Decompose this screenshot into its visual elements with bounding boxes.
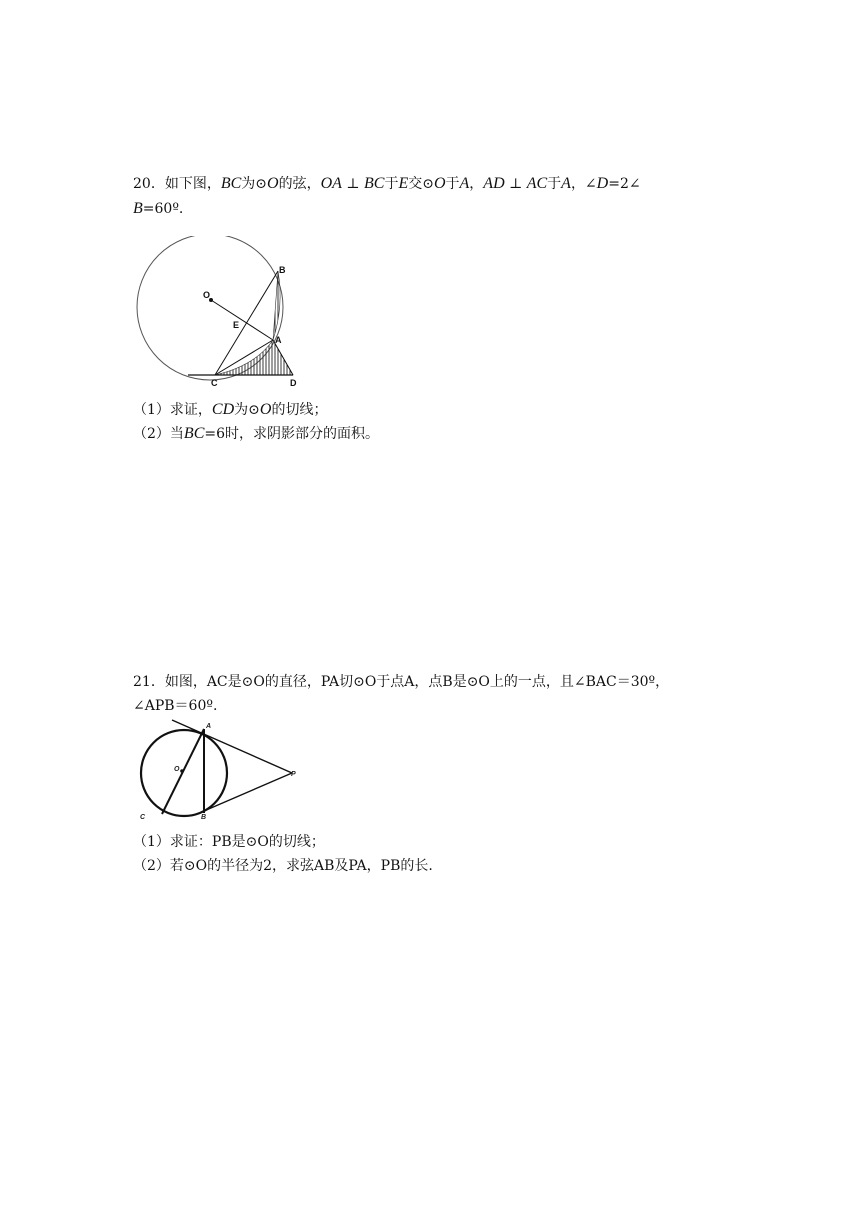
math-var: BC	[363, 175, 385, 192]
label-o: O	[203, 290, 211, 300]
math-var: AC	[526, 175, 548, 192]
text: 的切线；	[271, 402, 328, 418]
text: ，	[469, 176, 484, 192]
text: 于	[445, 176, 460, 192]
circle-tangent-lines-diagram	[134, 718, 304, 820]
problem-21-question-1: （1）求证：PB是⊙O的切线；	[133, 834, 325, 850]
problem-21-question-2: （2）若⊙O的半径为2，求弦AB及PA，PB的长.	[133, 858, 433, 874]
circle-tangent-diagram	[133, 236, 308, 394]
label-c: C	[211, 378, 218, 388]
problem-20-stem-line-1	[133, 174, 641, 194]
label-o: O	[174, 766, 180, 773]
text: （1）求证，	[133, 402, 212, 418]
math-var: O	[267, 175, 279, 192]
text: 为⊙	[234, 402, 260, 418]
label-b: B	[279, 265, 286, 275]
problem-21-figure	[134, 718, 304, 824]
shaded-region-cad	[215, 340, 293, 375]
problem-21-stem-line-1: 21．如图，AC是⊙O的直径，PA切⊙O于点A，点B是⊙O上的一点，且∠BAC＝30º，	[133, 674, 670, 690]
label-a: A	[275, 335, 282, 345]
text: ⊥	[504, 176, 527, 192]
math-var: D	[596, 175, 609, 192]
text: （2）当	[133, 426, 184, 442]
text: ，∠	[570, 176, 597, 192]
label-b: B	[201, 814, 207, 820]
math-var: B	[133, 200, 143, 217]
text: ⊥	[341, 176, 364, 192]
text: 的弦，	[278, 176, 321, 192]
problem-20-question-2	[133, 424, 379, 444]
problem-20-figure	[133, 236, 308, 398]
label-c: C	[140, 814, 146, 820]
text: 为⊙	[241, 176, 268, 192]
label-d: D	[290, 378, 297, 388]
problem-20-question-1	[133, 400, 327, 420]
tangent-pb	[204, 773, 292, 811]
math-var: A	[561, 175, 571, 192]
text: =2∠	[608, 176, 641, 192]
tangent-pa	[172, 720, 292, 773]
math-var: A	[459, 175, 470, 192]
math-var: BC	[183, 425, 205, 442]
math-var: CD	[211, 401, 235, 418]
text: =6时，求阴影部分的面积。	[204, 426, 380, 442]
math-var: BC	[220, 175, 242, 192]
text: =60º.	[142, 201, 184, 217]
math-var: O	[259, 401, 272, 418]
text: 交⊙	[408, 176, 434, 192]
math-var: E	[398, 175, 409, 192]
math-var: O	[433, 175, 446, 192]
label-e: E	[233, 320, 240, 330]
center-point	[180, 769, 184, 773]
label-a: A	[206, 723, 212, 730]
math-var: AD	[483, 175, 505, 192]
circle-o	[141, 730, 227, 816]
label-p: P	[291, 771, 296, 778]
text: 于	[547, 176, 562, 192]
math-var: OA	[320, 175, 342, 192]
segment-oa	[211, 300, 273, 340]
problem-number: 20．如下图，	[133, 176, 221, 192]
problem-21-stem-line-2: ∠APB＝60º.	[133, 698, 218, 714]
text: 于	[384, 176, 399, 192]
problem-20-stem-line-2	[133, 199, 183, 219]
